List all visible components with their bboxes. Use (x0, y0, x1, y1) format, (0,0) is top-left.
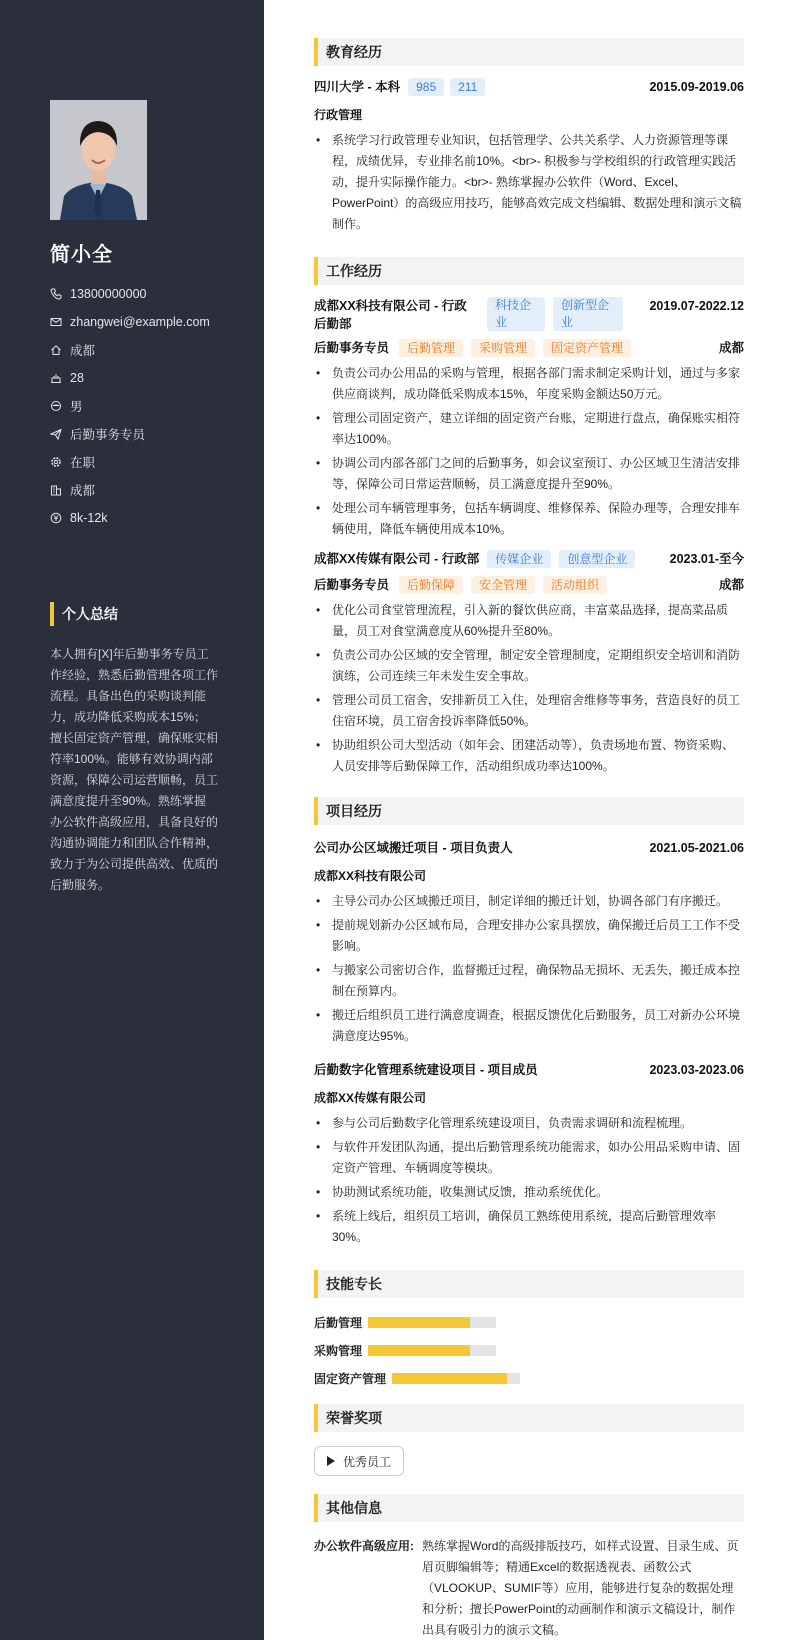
education-bullets (314, 130, 744, 235)
project-name: 后勤数字化管理系统建设项目 - 项目成员 (314, 1063, 538, 1077)
home-icon (50, 344, 62, 356)
education-school: 四川大学 - 本科 (314, 80, 401, 94)
skill-bar-fill (368, 1345, 470, 1356)
awards-section-title: 荣誉奖项 (314, 1404, 744, 1432)
other-item (314, 1536, 744, 1640)
education-section-title: 教育经历 (314, 38, 744, 66)
job-company: 成都XX传媒有限公司 - 行政部 (314, 552, 480, 566)
list-item: • 与软件开发团队沟通，提出后勤管理系统功能需求，如办公用品采购申请、固定资产管理、车辆调度等模块。 (314, 1137, 744, 1179)
contact-status-text: 在职 (70, 456, 96, 470)
list-item: • 系统学习行政管理专业知识，包括管理学、公共关系学、人力资源管理等课程，成绩优异，专业排名前10%。<br>- 积极参与学校组织的行政管理实践活动，提升实际操作能力。<br>- 熟练掌握办公软件（Word、Excel、PowerPoint）的高级应用技巧，能够高效完成文档编辑、数据处理和演示文稿制作。 (314, 130, 744, 235)
skill-name: 采购管理 (314, 1343, 363, 1358)
job-role-tag: 采购管理 (471, 339, 535, 357)
project-bullets (314, 891, 744, 1047)
awards-list (314, 1446, 744, 1476)
job-role-tag: 活动组织 (543, 576, 607, 594)
project-header (314, 1061, 744, 1079)
education-major: 行政管理 (314, 108, 363, 122)
skill-bar-fill (368, 1317, 470, 1328)
list-item: • 与搬家公司密切合作，监督搬迁过程，确保物品无损坏、无丢失，搬迁成本控制在预算内。 (314, 960, 744, 1002)
project-header (314, 839, 744, 857)
city-icon (50, 484, 62, 496)
contact-position (50, 420, 210, 448)
award-item[interactable] (314, 1446, 404, 1476)
education-header (314, 78, 744, 96)
contact-phone[interactable] (50, 280, 210, 308)
job-city: 成都 (718, 341, 744, 355)
job-period: 2019.07-2022.12 (649, 299, 744, 313)
job-company-tag: 传媒企业 (487, 550, 551, 568)
skill-item (314, 1308, 496, 1336)
job-role: 后勤事务专员 (314, 578, 390, 592)
education-period: 2015.09-2019.06 (649, 80, 744, 94)
skill-bar (392, 1373, 520, 1384)
job-role-row (314, 576, 744, 594)
education-tag: 211 (450, 78, 485, 96)
play-icon (327, 1456, 335, 1466)
job-period: 2023.01-至今 (669, 552, 744, 566)
gender-icon (50, 400, 62, 412)
project-period: 2021.05-2021.06 (649, 841, 744, 855)
contact-home (50, 336, 210, 364)
sidebar (0, 0, 264, 1640)
job-header (314, 297, 744, 333)
job-city: 成都 (718, 578, 744, 592)
contact-position-text: 后勤事务专员 (70, 428, 146, 442)
list-item: • 系统上线后，组织员工培训，确保员工熟练使用系统，提高后勤管理效率30%。 (314, 1206, 744, 1248)
project-company: 成都XX科技有限公司 (314, 869, 427, 883)
contact-email-text: zhangwei@example.com (70, 315, 210, 329)
skill-bar (368, 1317, 496, 1328)
list-item: • 主导公司办公区域搬迁项目，制定详细的搬迁计划，协调各部门有序搬迁。 (314, 891, 744, 912)
skill-bar-fill (392, 1373, 507, 1384)
contact-age (50, 364, 210, 392)
contact-home-text: 成都 (70, 344, 96, 358)
status-icon (50, 456, 62, 468)
skill-item (314, 1364, 520, 1392)
job-role-tag: 安全管理 (471, 576, 535, 594)
other-key: 办公软件高级应用: (314, 1539, 414, 1553)
position-icon (50, 428, 62, 440)
age-icon (50, 372, 62, 384)
job-role-row (314, 339, 744, 357)
award-label: 优秀员工 (343, 1454, 392, 1469)
education-tag: 985 (408, 78, 444, 96)
list-item: • 管理公司固定资产，建立详细的固定资产台账，定期进行盘点，确保账实相符率达100%。 (314, 408, 744, 450)
job-role-tag: 后勤管理 (399, 339, 463, 357)
contact-phone-text: 13800000000 (70, 287, 147, 301)
contact-list (50, 280, 210, 532)
list-item: • 优化公司食堂管理流程，引入新的餐饮供应商，丰富菜品选择，提高菜品质量，员工对食堂满意度从60%提升至80%。 (314, 600, 744, 642)
project-company: 成都XX传媒有限公司 (314, 1091, 427, 1105)
job-company-tag: 科技企业 (487, 297, 545, 331)
job-bullets (314, 600, 744, 777)
list-item: • 协助测试系统功能，收集测试反馈，推动系统优化。 (314, 1182, 744, 1203)
contact-gender-text: 男 (70, 400, 83, 414)
job-company: 成都XX科技有限公司 - 行政后勤部 (314, 299, 467, 331)
job-header (314, 550, 744, 568)
list-item: • 管理公司员工宿舍，安排新员工入住，处理宿舍维修等事务，营造良好的员工住宿环境，员工宿舍投诉率降低50%。 (314, 690, 744, 732)
projects-section-title: 项目经历 (314, 797, 744, 825)
skill-bar (368, 1345, 496, 1356)
contact-city-text: 成都 (70, 484, 96, 498)
skills-section-title: 技能专长 (314, 1270, 744, 1298)
contact-status (50, 448, 210, 476)
list-item: • 协助组织公司大型活动（如年会、团建活动等），负责场地布置、物资采购、人员安排等后勤保障工作，活动组织成功率达100%。 (314, 735, 744, 777)
list-item: • 协调公司内部各部门之间的后勤事务，如会议室预订、办公区域卫生清洁安排等，保障公司日常运营顺畅，员工满意度提升至90%。 (314, 453, 744, 495)
main-content (314, 38, 744, 1640)
skills-list (314, 1308, 744, 1392)
work-section-title: 工作经历 (314, 257, 744, 285)
job-role-tag: 固定资产管理 (543, 339, 631, 357)
contact-gender (50, 392, 210, 420)
contact-city (50, 476, 210, 504)
list-item: • 负责公司办公用品的采购与管理，根据各部门需求制定采购计划，通过与多家供应商谈判，成功降低采购成本15%，年度采购金额达50万元。 (314, 363, 744, 405)
list-item: • 搬迁后组织员工进行满意度调查，根据反馈优化后勤服务，员工对新办公环境满意度达95%。 (314, 1005, 744, 1047)
job-company-tag: 创新型企业 (553, 297, 623, 331)
job-company-tag: 创意型企业 (559, 550, 635, 568)
contact-age-text: 28 (70, 371, 84, 385)
summary-title: 个人总结 (50, 602, 118, 626)
job-role: 后勤事务专员 (314, 341, 390, 355)
avatar (50, 100, 147, 220)
job-role-tag: 后勤保障 (399, 576, 463, 594)
summary-text: 本人拥有[X]年后勤事务专员工作经验，熟悉后勤管理各项工作流程。具备出色的采购谈判能力，成功降低采购成本15%；擅长固定资产管理，确保账实相符率100%。能够有效协调内部资源，保障公司运营顺畅，员工满意度提升至90%。熟练掌握办公软件高级应用，具备良好的沟通协调能力和团队合作精神，致力于为公司提供高效、优质的后勤服务。 (50, 647, 219, 892)
skill-item (314, 1336, 496, 1364)
salary-icon (50, 512, 62, 524)
skill-name: 后勤管理 (314, 1315, 363, 1330)
project-period: 2023.03-2023.06 (649, 1063, 744, 1077)
job-bullets (314, 363, 744, 540)
list-item: • 提前规划新办公区域布局，合理安排办公家具摆放，确保搬迁后员工工作不受影响。 (314, 915, 744, 957)
list-item: • 处理公司车辆管理事务，包括车辆调度、维修保养、保险办理等，合理安排车辆使用，降低车辆使用成本10%。 (314, 498, 744, 540)
contact-salary-text: 8k-12k (70, 511, 108, 525)
contact-email[interactable] (50, 308, 210, 336)
phone-icon (50, 288, 62, 300)
project-bullets (314, 1113, 744, 1248)
project-name: 公司办公区域搬迁项目 - 项目负责人 (314, 841, 513, 855)
list-item: • 参与公司后勤数字化管理系统建设项目，负责需求调研和流程梳理。 (314, 1113, 744, 1134)
list-item: • 负责公司办公区域的安全管理，制定安全管理制度，定期组织安全培训和消防演练，公司连续三年未发生安全事故。 (314, 645, 744, 687)
contact-salary (50, 504, 210, 532)
other-value: 熟练掌握Word的高级排版技巧，如样式设置、目录生成、页眉页脚编辑等；精通Excel的数据透视表、函数公式（VLOOKUP、SUMIF等）应用，能够进行复杂的数据处理和分析；擅长PowerPoint的动画制作和演示文稿设计，制作出具有吸引力的演示文稿。 (422, 1539, 739, 1637)
skill-name: 固定资产管理 (314, 1371, 387, 1386)
other-section-title: 其他信息 (314, 1494, 744, 1522)
email-icon (50, 316, 62, 328)
profile-name: 简小全 (50, 244, 113, 266)
